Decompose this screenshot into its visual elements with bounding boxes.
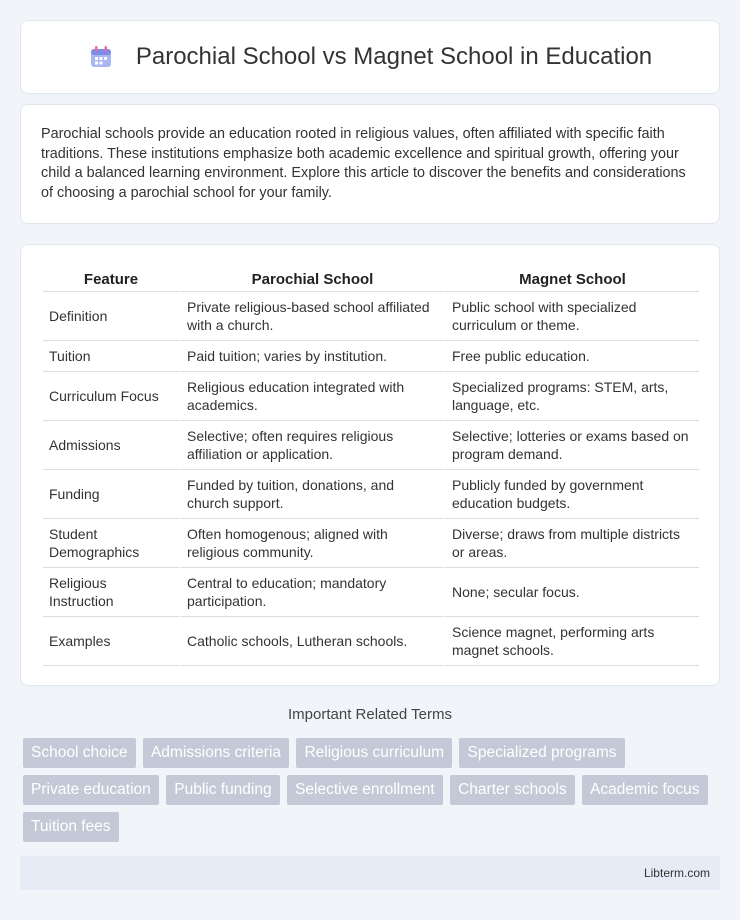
related-term-tag[interactable]: Admissions criteria [143,738,289,768]
related-term-tag[interactable]: Tuition fees [23,812,119,842]
intro-card [20,104,720,224]
parochial-cell: Central to education; mandatory participation. [179,568,444,617]
related-term-tag[interactable]: Charter schools [450,775,575,805]
magnet-cell: Free public education. [444,341,699,372]
parochial-cell: Funded by tuition, donations, and church support. [179,470,444,519]
magnet-cell: Publicly funded by government education budgets. [444,470,699,519]
related-term-tag[interactable]: Public funding [166,775,279,805]
table-row [43,568,699,617]
feature-cell: Definition [43,292,179,341]
related-term-tag[interactable]: Religious curriculum [296,738,452,768]
feature-cell: Curriculum Focus [43,372,179,421]
intro-paragraph: Parochial schools provide an education rooted in religious values, often affiliated with specific faith traditions. These institutions emphasize both academic excellence and spiritual growth, offering your child a balanced learning environment. Explore this article to discover the benefits and considerations of choosing a parochial school for your family. [41,126,686,201]
footer-site-link[interactable]: Libterm.com [643,866,710,880]
related-terms-list [23,738,723,849]
related-term-tag[interactable]: Private education [23,775,159,805]
feature-cell: Tuition [43,341,179,372]
parochial-cell: Catholic schools, Lutheran schools. [179,617,444,666]
magnet-cell: Specialized programs: STEM, arts, language, etc. [444,372,699,421]
feature-cell: Funding [43,470,179,519]
page-title [88,43,652,71]
parochial-cell: Selective; often requires religious affiliation or application. [179,421,444,470]
table-header-magnet: Magnet School [444,265,699,292]
related-term-tag[interactable]: Specialized programs [459,738,624,768]
parochial-cell: Private religious-based school affiliated with a church. [179,292,444,341]
parochial-cell: Often homogenous; aligned with religious community. [179,519,444,568]
table-row [43,421,699,470]
page-title-text: Parochial School vs Magnet School in Education [135,43,653,70]
table-row [43,341,699,372]
table-row [43,470,699,519]
table-row [43,519,699,568]
related-term-tag[interactable]: School choice [23,738,136,768]
header-card [20,20,720,94]
parochial-cell: Religious education integrated with academics. [179,372,444,421]
feature-cell: Admissions [43,421,179,470]
table-row [43,617,699,666]
parochial-cell: Paid tuition; varies by institution. [179,341,444,372]
calendar-icon [88,44,114,70]
magnet-cell: Science magnet, performing arts magnet schools. [444,617,699,666]
table-header-feature: Feature [43,265,179,292]
related-term-tag[interactable]: Academic focus [582,775,707,805]
magnet-cell: Diverse; draws from multiple districts or areas. [444,519,699,568]
related-term-tag[interactable]: Selective enrollment [287,775,443,805]
table-row [43,372,699,421]
magnet-cell: None; secular focus. [444,568,699,617]
table-header-parochial: Parochial School [179,265,444,292]
table-header-row [43,265,699,292]
comparison-table-card [20,244,720,686]
comparison-table [43,265,699,666]
feature-cell: Religious Instruction [43,568,179,617]
magnet-cell: Selective; lotteries or exams based on program demand. [444,421,699,470]
footer [20,856,720,890]
related-terms-title: Important Related Terms [288,706,452,723]
table-row [43,292,699,341]
magnet-cell: Public school with specialized curriculum or theme. [444,292,699,341]
feature-cell: Examples [43,617,179,666]
feature-cell: Student Demographics [43,519,179,568]
